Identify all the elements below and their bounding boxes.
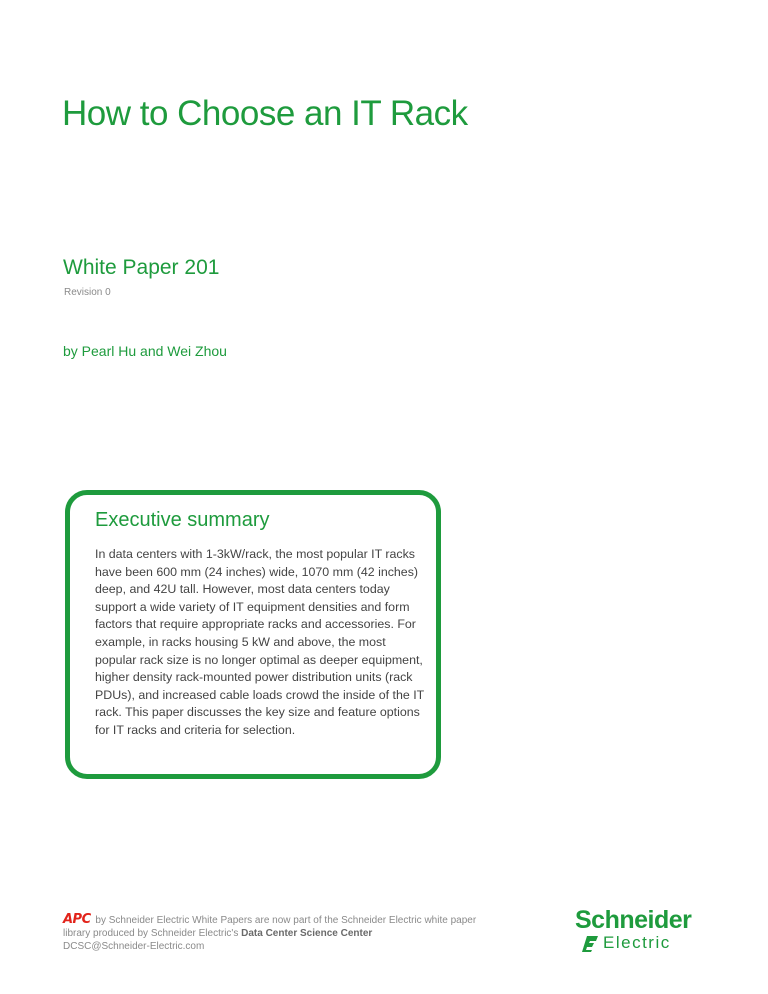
footer-email: DCSC@Schneider-Electric.com <box>63 941 205 952</box>
executive-summary-box <box>65 490 441 779</box>
authors-line: by Pearl Hu and Wei Zhou <box>63 343 227 359</box>
footer-note <box>63 913 503 953</box>
schneider-mark-icon <box>578 934 600 954</box>
schneider-electric-logo <box>575 906 715 956</box>
footer-text: by Schneider Electric White Papers are now part of the Schneider Electric white paper library produced by Schneider Electric's <box>63 915 477 939</box>
executive-summary-body: In data centers with 1-3kW/rack, the most popular IT racks have been 600 mm (24 inches) wide, 1070 mm (42 inches) deep, and 42U tall. However, most data centers today support a wide variety of IT equipment densities and form factors that require appropriate racks and accessories. For example, in racks housing 5 kW and above, the most popular rack size is no longer optimal as deeper equipment, higher density rack-mounted power distribution units (rack PDUs), and increased cable loads crowd the inside of the IT rack. This paper discusses the key size and feature options for IT racks and criteria for selection. <box>95 547 424 737</box>
brand-name-bottom: Electric <box>603 933 671 952</box>
revision-label: Revision 0 <box>64 287 111 298</box>
apc-logo: APC <box>63 912 91 927</box>
executive-summary-heading: Executive summary <box>95 509 270 531</box>
brand-name-top: Schneider <box>575 906 692 934</box>
dcsc-name: Data Center Science Center <box>241 928 373 939</box>
white-paper-number: White Paper 201 <box>63 256 220 279</box>
document-title: How to Choose an IT Rack <box>62 94 468 133</box>
